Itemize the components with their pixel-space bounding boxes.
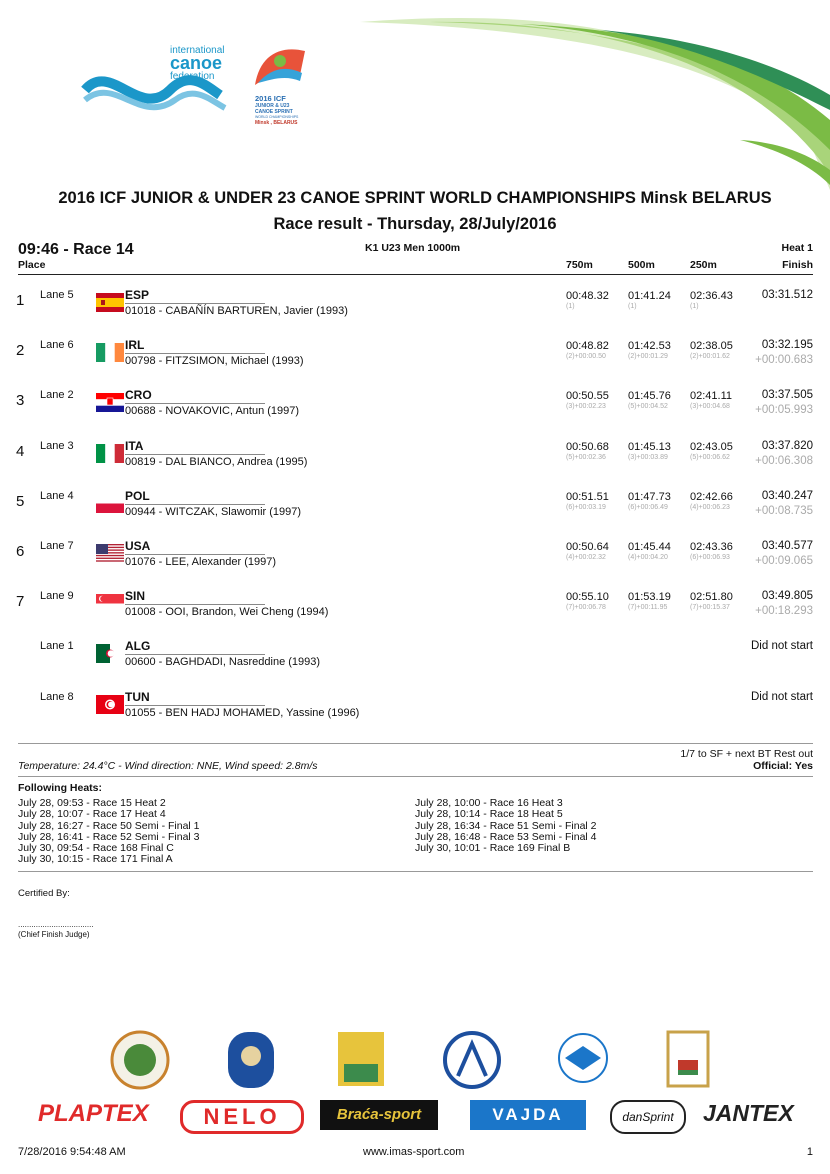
split-500m-rank: (2)+00:01.29 xyxy=(628,353,668,361)
event-name: K1 U23 Men 1000m xyxy=(365,242,461,254)
result-athlete: 00688 - NOVAKOVIC, Antun (1997) xyxy=(125,405,300,418)
icf-logo xyxy=(80,40,240,125)
split-250m: 02:38.05 xyxy=(690,340,733,353)
split-500m: 01:41.24 xyxy=(628,290,671,302)
alg-flag-icon xyxy=(96,644,124,663)
split-500m-rank: (6)+00:06.49 xyxy=(628,503,668,511)
result-nation: CRO xyxy=(125,388,152,403)
split-750m-rank: (5)+00:02.36 xyxy=(566,453,606,461)
result-finish: 03:37.505 xyxy=(761,389,813,402)
result-finish: Did not start xyxy=(751,640,813,653)
split-500m: 01:45.76 xyxy=(628,390,671,403)
icf-logo-text-3: federation xyxy=(170,71,215,82)
progression-rule: 1/7 to SF + next BT Rest out xyxy=(680,748,813,760)
result-place: 5 xyxy=(16,492,25,510)
results-divider xyxy=(18,743,813,744)
col-header-place: Place xyxy=(18,259,46,271)
col-header-finish: Finish xyxy=(782,259,813,271)
split-250m: 02:51.80 xyxy=(690,591,733,604)
following-heat: July 30, 10:15 - Race 171 Final A xyxy=(18,853,173,866)
esp-flag-icon xyxy=(96,293,124,312)
result-behind: +00:18.293 xyxy=(755,605,813,618)
result-athlete: 00798 - FITZSIMON, Michael (1993) xyxy=(125,355,304,368)
following-heat: July 28, 10:14 - Race 18 Heat 5 xyxy=(415,808,563,821)
result-athlete: 00819 - DAL BIANCO, Andrea (1995) xyxy=(125,455,308,468)
result-behind: +00:06.308 xyxy=(755,454,813,467)
result-lane: Lane 1 xyxy=(40,640,74,653)
sponsor-vajda: VAJDA xyxy=(470,1100,586,1130)
split-250m-rank: (7)+00:15.37 xyxy=(690,604,730,612)
header-divider xyxy=(18,274,813,275)
result-row xyxy=(0,631,830,681)
result-finish: 03:40.247 xyxy=(761,489,813,502)
weather-info: Temperature: 24.4°C - Wind direction: NNE, Wind speed: 2.8m/s xyxy=(18,760,318,772)
split-750m: 00:51.51 xyxy=(566,490,609,503)
result-row xyxy=(0,682,830,732)
result-place: 7 xyxy=(16,593,25,611)
split-500m-rank: (3)+00:03.89 xyxy=(628,453,668,461)
result-finish: 03:37.820 xyxy=(761,439,813,452)
footer-url[interactable]: www.imas-sport.com xyxy=(363,1146,465,1158)
split-250m: 02:43.36 xyxy=(690,541,733,553)
result-row xyxy=(0,330,830,380)
chief-judge-label: (Chief Finish Judge) xyxy=(18,930,90,939)
result-place: 2 xyxy=(16,342,25,360)
event-logo-text-5: Minsk , BELARUS xyxy=(255,120,298,126)
heat-label: Heat 1 xyxy=(781,242,813,254)
result-athlete: 00600 - BAGHDADI, Nasreddine (1993) xyxy=(125,656,321,669)
split-500m: 01:45.44 xyxy=(628,541,671,553)
signature-line: .................................. xyxy=(18,920,94,929)
page-number: 1 xyxy=(806,1146,813,1158)
split-500m-rank: (5)+00:04.52 xyxy=(628,403,668,411)
split-250m-rank: (6)+00:06.93 xyxy=(690,554,730,561)
irl-flag-icon xyxy=(96,343,124,362)
event-logo-text-1: 2016 ICF xyxy=(255,94,286,103)
following-divider xyxy=(18,871,813,872)
result-finish: 03:31.512 xyxy=(761,289,813,301)
following-heats-left xyxy=(18,798,200,866)
athlete-underline xyxy=(125,554,265,555)
result-place: 6 xyxy=(16,543,25,560)
usa-flag-icon xyxy=(96,544,124,563)
following-heat: July 28, 10:00 - Race 16 Heat 3 xyxy=(415,797,563,809)
result-lane: Lane 2 xyxy=(40,389,74,402)
result-lane: Lane 8 xyxy=(40,690,74,703)
weather-divider xyxy=(18,776,813,777)
split-500m: 01:47.73 xyxy=(628,490,671,503)
result-athlete: 01055 - BEN HADJ MOHAMED, Yassine (1996) xyxy=(125,706,360,719)
event-logo-text-2: JUNIOR & U23 xyxy=(255,103,290,109)
result-athlete: 01076 - LEE, Alexander (1997) xyxy=(125,556,277,568)
split-750m: 00:50.68 xyxy=(566,440,609,453)
result-place: 1 xyxy=(16,292,25,309)
following-heat: July 28, 16:48 - Race 53 Semi - Final 4 xyxy=(415,830,597,843)
split-750m: 00:48.82 xyxy=(566,340,609,353)
result-place: 3 xyxy=(16,392,25,410)
result-nation: TUN xyxy=(125,689,150,704)
sponsor-nelo: NELO xyxy=(180,1100,304,1134)
result-place: 4 xyxy=(16,442,25,460)
athlete-underline xyxy=(125,604,265,605)
sponsor-braca-sport: Braća-sport xyxy=(320,1100,438,1130)
tun-flag-icon xyxy=(96,695,124,714)
split-250m-rank: (2)+00:01.62 xyxy=(690,353,730,361)
split-250m: 02:41.11 xyxy=(690,390,733,403)
split-750m-rank: (3)+00:02.23 xyxy=(566,403,606,411)
following-heat: July 28, 16:41 - Race 52 Semi - Final 3 xyxy=(18,830,200,843)
result-nation: IRL xyxy=(125,338,145,353)
result-athlete: 01018 - CABAÑÍN BARTUREN, Javier (1993) xyxy=(125,305,348,317)
col-header-750m: 750m xyxy=(566,259,593,271)
athlete-underline xyxy=(125,454,265,455)
result-row xyxy=(0,481,830,531)
athlete-underline xyxy=(125,353,265,354)
sponsor-logos xyxy=(0,1020,830,1135)
result-nation: ESP xyxy=(125,288,150,302)
result-lane: Lane 3 xyxy=(40,439,74,452)
result-row xyxy=(0,431,830,481)
split-500m-rank: (1) xyxy=(628,303,637,310)
athlete-underline xyxy=(125,654,265,655)
athlete-underline xyxy=(125,705,265,706)
result-lane: Lane 5 xyxy=(40,289,74,301)
event-logo xyxy=(250,45,312,135)
split-750m-rank: (4)+00:02.32 xyxy=(566,554,606,561)
following-heats-right xyxy=(415,798,597,854)
athlete-underline xyxy=(125,303,265,304)
split-750m: 00:50.64 xyxy=(566,541,609,553)
split-750m: 00:50.55 xyxy=(566,390,609,403)
result-athlete: 01008 - OOI, Brandon, Wei Cheng (1994) xyxy=(125,606,329,619)
icf-logo-text-2: canoe xyxy=(170,53,223,73)
result-athlete: 00944 - WITCZAK, Slawomir (1997) xyxy=(125,505,302,518)
split-750m: 00:48.32 xyxy=(566,290,609,302)
result-row xyxy=(0,581,830,631)
document-title: 2016 ICF JUNIOR & UNDER 23 CANOE SPRINT WORLD CHAMPIONSHIPS Minsk BELARUS xyxy=(58,189,772,207)
split-750m: 00:55.10 xyxy=(566,591,609,604)
split-750m-rank: (1) xyxy=(566,303,575,310)
result-nation: POL xyxy=(125,488,150,503)
split-500m: 01:42.53 xyxy=(628,340,671,353)
result-finish: 03:32.195 xyxy=(761,339,813,352)
sponsor-jantex: JANTEX xyxy=(703,1100,794,1126)
pol-flag-icon xyxy=(96,494,124,513)
following-heat: July 28, 10:07 - Race 17 Heat 4 xyxy=(18,808,166,821)
split-250m: 02:43.05 xyxy=(690,440,733,453)
result-behind: +00:05.993 xyxy=(755,404,813,417)
col-header-250m: 250m xyxy=(690,259,717,271)
result-lane: Lane 7 xyxy=(40,540,74,552)
split-250m-rank: (4)+00:06.23 xyxy=(690,503,730,511)
result-row xyxy=(0,380,830,430)
official-status: Official: Yes xyxy=(753,760,813,772)
split-500m-rank: (4)+00:04.20 xyxy=(628,554,668,561)
following-heats-title: Following Heats: xyxy=(18,782,102,794)
col-header-500m: 500m xyxy=(628,259,655,271)
print-timestamp: 7/28/2016 9:54:48 AM xyxy=(18,1146,126,1158)
sponsor-dansprint: danSprint xyxy=(610,1100,686,1134)
following-heat: July 30, 09:54 - Race 168 Final C xyxy=(18,842,174,855)
athlete-underline xyxy=(125,504,265,505)
athlete-underline xyxy=(125,403,265,404)
split-750m-rank: (2)+00:00.50 xyxy=(566,353,606,361)
split-250m-rank: (1) xyxy=(690,303,699,310)
result-finish: 03:40.577 xyxy=(761,540,813,552)
event-logo-text-4: WORLD CHAMPIONSHIPS xyxy=(255,115,299,119)
icf-logo-text-1: international xyxy=(170,45,225,56)
split-500m: 01:53.19 xyxy=(628,591,671,604)
following-heat: July 30, 10:01 - Race 169 Final B xyxy=(415,842,571,855)
result-lane: Lane 4 xyxy=(40,489,74,502)
event-logo-text-3: CANOE SPRINT xyxy=(255,109,293,115)
race-time-number: 09:46 - Race 14 xyxy=(18,241,134,258)
result-behind: +00:00.683 xyxy=(755,354,813,367)
result-row xyxy=(0,280,830,330)
result-behind: +00:09.065 xyxy=(755,555,813,567)
split-500m-rank: (7)+00:11.95 xyxy=(628,604,668,612)
split-750m-rank: (6)+00:03.19 xyxy=(566,503,606,511)
result-lane: Lane 6 xyxy=(40,339,74,352)
result-nation: USA xyxy=(125,539,151,553)
split-250m: 02:42.66 xyxy=(690,490,733,503)
sin-flag-icon xyxy=(96,594,124,613)
split-250m-rank: (3)+00:04.68 xyxy=(690,403,730,411)
following-heat: July 28, 09:53 - Race 15 Heat 2 xyxy=(18,797,166,809)
result-nation: SIN xyxy=(125,589,146,604)
result-row xyxy=(0,531,830,581)
sponsor-plaptex: PLAPTEX xyxy=(38,1100,149,1127)
following-heat: July 28, 16:27 - Race 50 Semi - Final 1 xyxy=(18,819,200,832)
split-250m: 02:36.43 xyxy=(690,290,733,302)
document-subtitle: Race result - Thursday, 28/July/2016 xyxy=(273,215,557,233)
result-nation: ALG xyxy=(125,639,151,654)
following-heat: July 28, 16:34 - Race 51 Semi - Final 2 xyxy=(415,819,597,832)
result-behind: +00:08.735 xyxy=(755,504,813,517)
result-nation: ITA xyxy=(125,438,144,453)
split-500m: 01:45.13 xyxy=(628,440,671,453)
certified-label: Certified By: xyxy=(18,888,70,899)
split-250m-rank: (5)+00:06.62 xyxy=(690,453,730,461)
result-finish: 03:49.805 xyxy=(761,590,813,603)
split-750m-rank: (7)+00:06.78 xyxy=(566,604,606,612)
cro-flag-icon xyxy=(96,393,124,412)
result-finish: Did not start xyxy=(751,690,813,703)
result-lane: Lane 9 xyxy=(40,590,74,603)
ita-flag-icon xyxy=(96,444,124,463)
